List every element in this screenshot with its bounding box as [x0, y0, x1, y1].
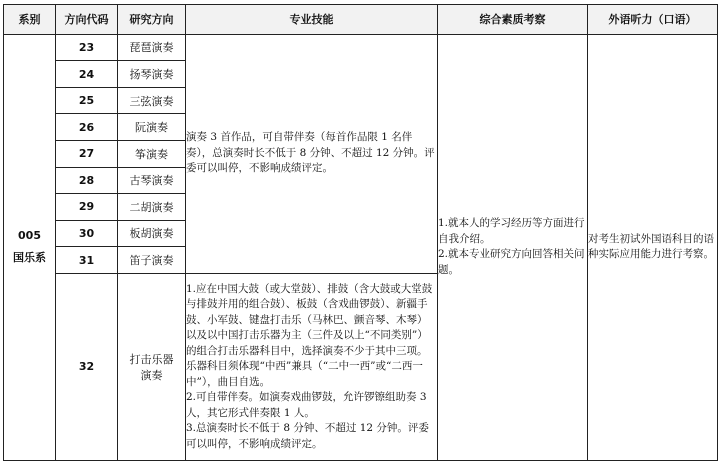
direction-code: 25 — [56, 87, 118, 114]
direction-name: 板胡演奏 — [118, 220, 186, 247]
table-row — [4, 34, 718, 61]
direction-name: 扬琴演奏 — [118, 61, 186, 88]
direction-code: 32 — [56, 273, 118, 460]
department-code: 005 — [18, 229, 41, 243]
percussion-item-3: 3.总演奏时长不低于 8 分钟、不超过 12 分钟。评委可以叫停，不影响成绩评定。 — [186, 422, 429, 450]
direction-code: 29 — [56, 194, 118, 221]
header-row — [4, 5, 718, 35]
percussion-item-1: 1.应在中国大鼓（或大堂鼓）、排鼓（含大鼓或大堂鼓与排鼓并用的组合鼓）、板鼓（含戏曲锣鼓）、新疆手鼓、小军鼓、键盘打击乐（马林巴、颤音琴、木琴）以及以中国打击乐器为主（三件及以上“不同类别”）的组合打击乐器科目中，选择演奏不少于其中三项。乐器科目须体现“中西”兼具（“二中一西”或“二西一中”），曲目自选。 — [186, 282, 433, 388]
header-language: 外语听力（口语） — [588, 5, 718, 35]
header-skills: 专业技能 — [186, 5, 438, 35]
header-direction: 研究方向 — [118, 5, 186, 35]
direction-code: 28 — [56, 167, 118, 194]
direction-code: 24 — [56, 61, 118, 88]
language-cell: 对考生初试外国语科目的语种实际应用能力进行考察。 — [588, 34, 718, 460]
department-cell — [4, 34, 56, 460]
direction-name-line-2: 演奏 — [140, 368, 163, 382]
direction-name — [118, 273, 186, 460]
skills-percussion-cell — [186, 273, 438, 460]
exam-requirements-table — [3, 4, 718, 461]
direction-code: 23 — [56, 34, 118, 61]
department-name: 国乐系 — [13, 251, 46, 265]
direction-name: 筝演奏 — [118, 140, 186, 167]
percussion-item-2: 2.可自带伴奏。如演奏戏曲锣鼓，允许锣镲组助奏 3 人，其它形式伴奏限 1 人。 — [186, 391, 430, 419]
header-code: 方向代码 — [56, 5, 118, 35]
direction-name: 阮演奏 — [118, 114, 186, 141]
quality-item-2: 2.就本专业研究方向回答相关问题。 — [438, 248, 585, 276]
skills-general-cell: 演奏 3 首作品，可自带伴奏（每首作品限 1 名伴奏），总演奏时长不低于 8 分钟、不超过 12 分钟。评委可以叫停，不影响成绩评定。 — [186, 34, 438, 273]
direction-name: 琵琶演奏 — [118, 34, 186, 61]
direction-code: 27 — [56, 140, 118, 167]
header-dept: 系别 — [4, 5, 56, 35]
direction-code: 31 — [56, 247, 118, 274]
direction-name: 二胡演奏 — [118, 194, 186, 221]
direction-name: 三弦演奏 — [118, 87, 186, 114]
direction-code: 26 — [56, 114, 118, 141]
quality-cell — [438, 34, 588, 460]
direction-code: 30 — [56, 220, 118, 247]
direction-name: 古琴演奏 — [118, 167, 186, 194]
quality-item-1: 1.就本人的学习经历等方面进行自我介绍。 — [438, 217, 585, 245]
direction-name-line-1: 打击乐器 — [129, 352, 174, 366]
direction-name: 笛子演奏 — [118, 247, 186, 274]
header-quality: 综合素质考察 — [438, 5, 588, 35]
